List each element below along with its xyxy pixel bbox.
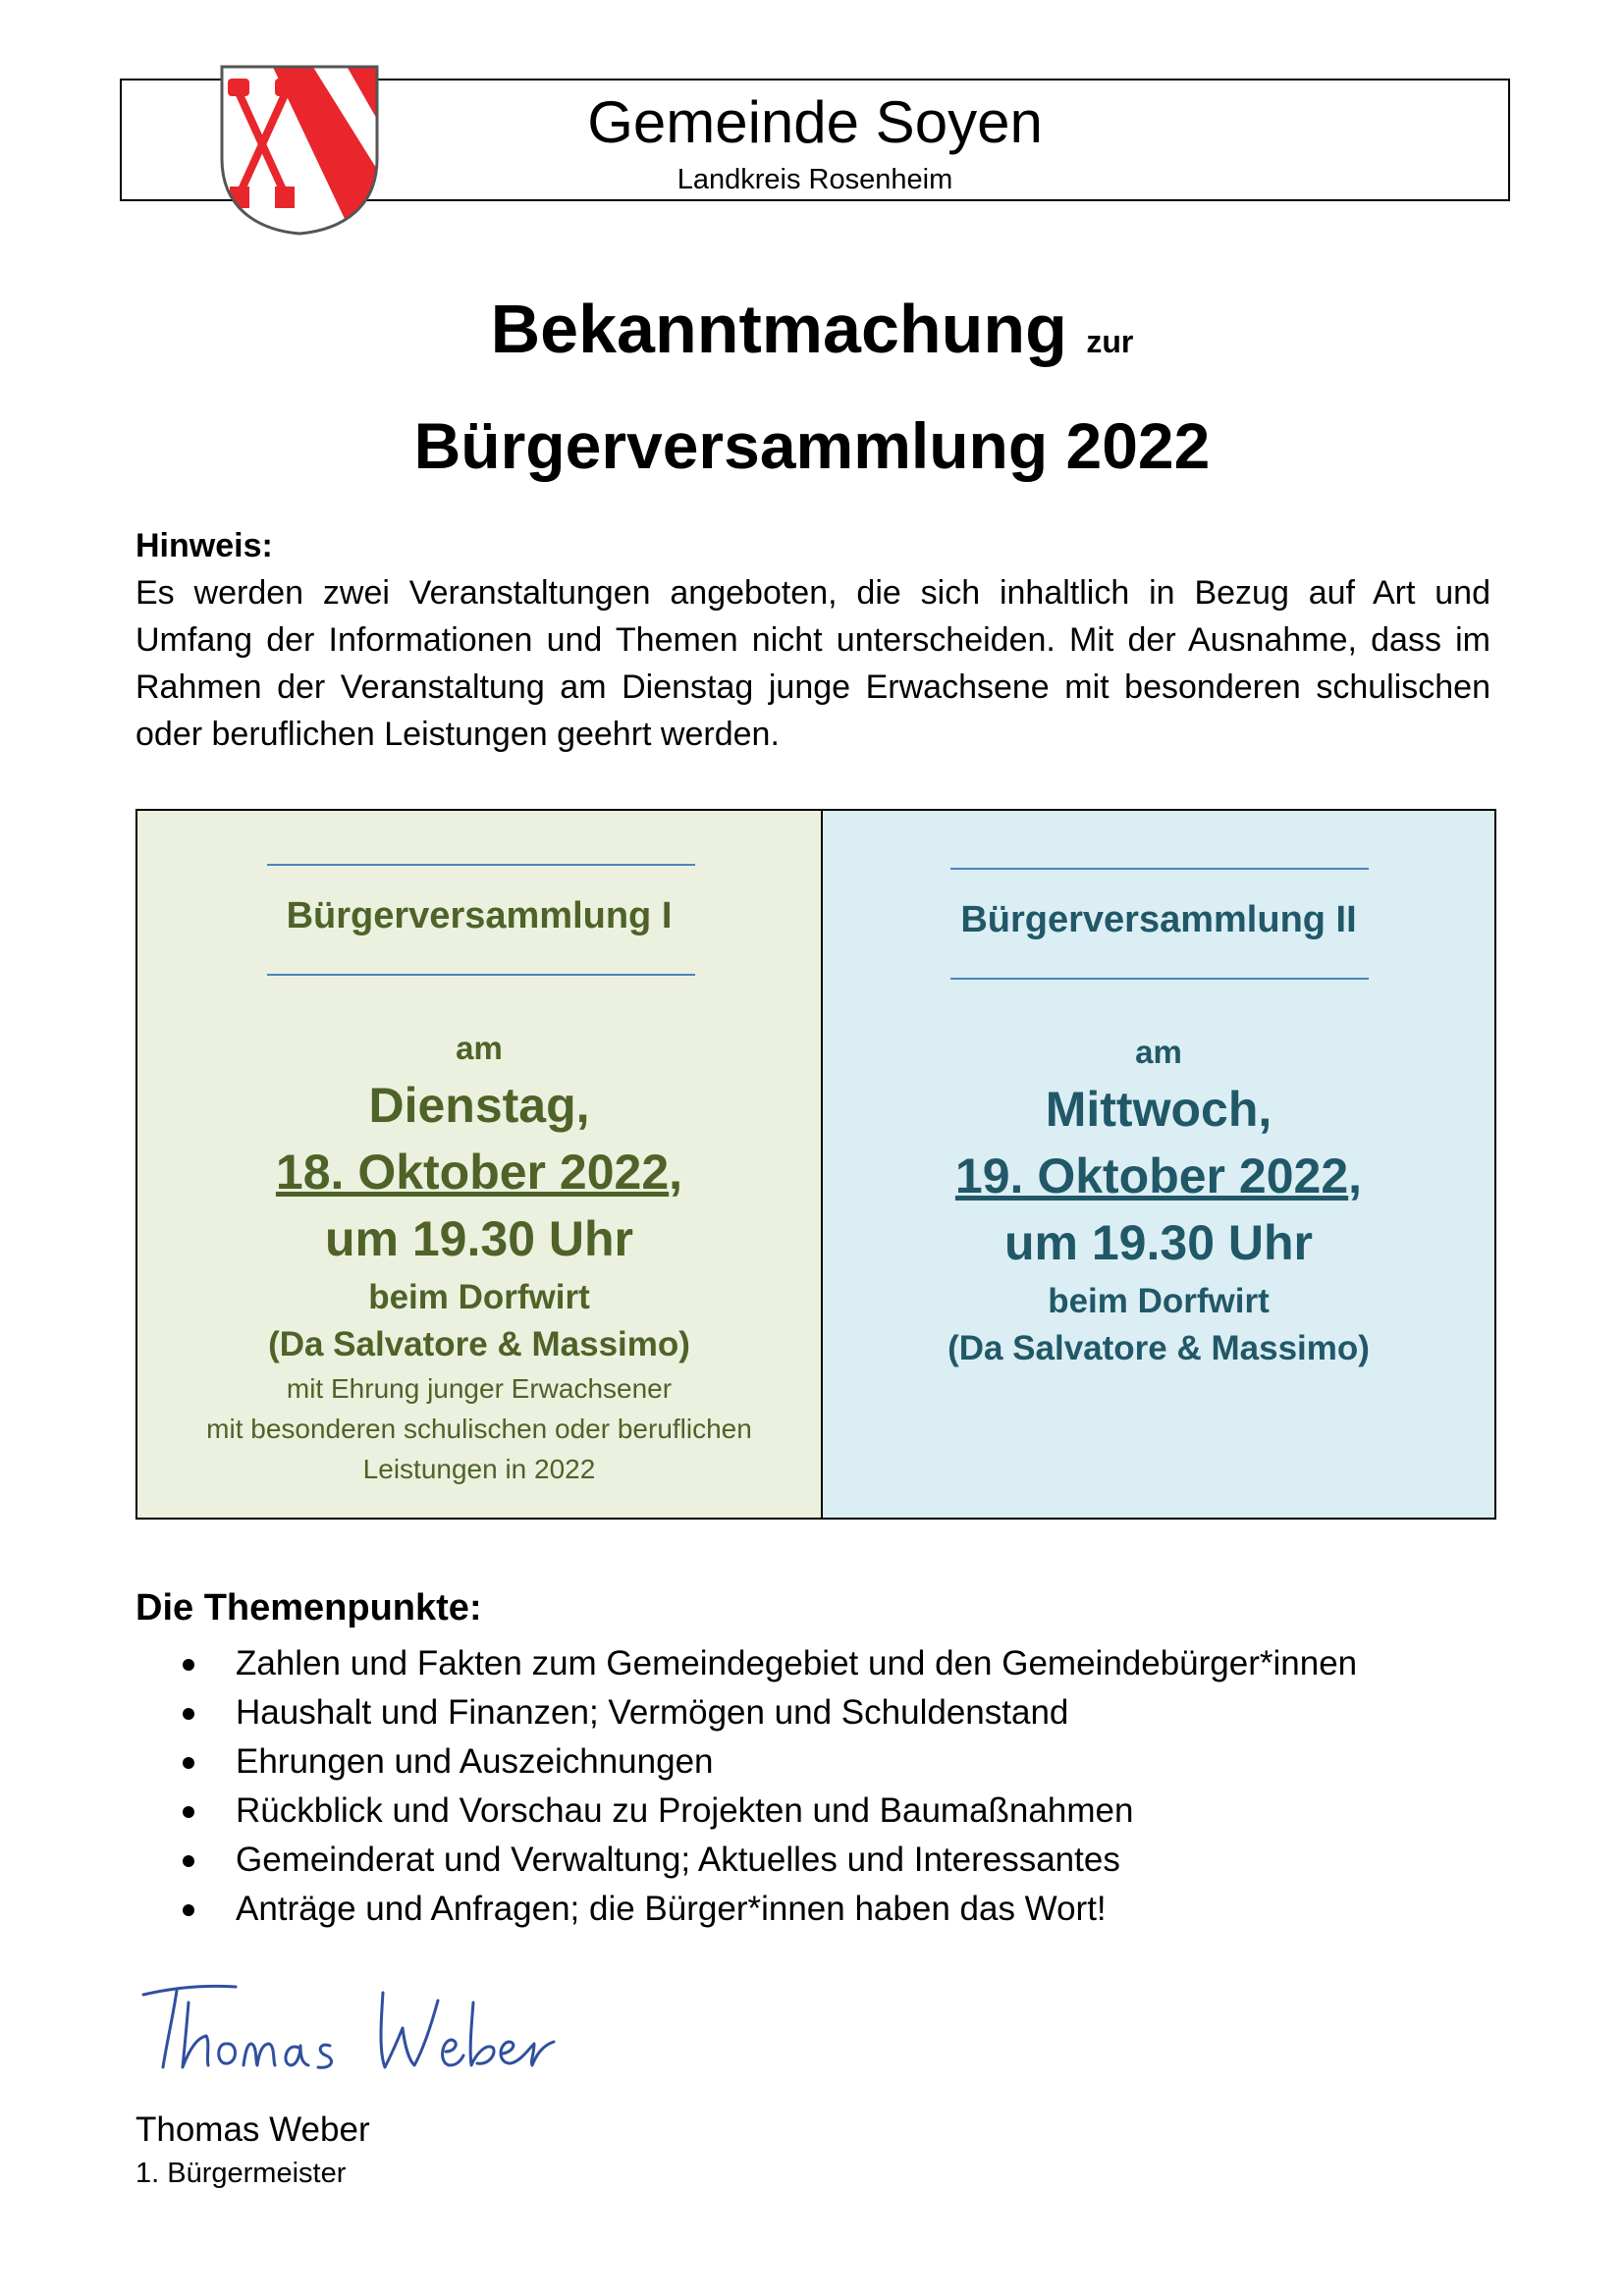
- announcement-title-small: zur: [1086, 324, 1134, 359]
- event-1-note-1: mit Ehrung junger Erwachsener: [286, 1373, 673, 1404]
- event-1-note-3: Leistungen in 2022: [362, 1454, 596, 1484]
- event-2-date-suffix: ,: [1348, 1148, 1363, 1203]
- list-item: [177, 1836, 1357, 1885]
- rule-bottom: [950, 978, 1369, 980]
- event-card-1: [137, 811, 823, 1518]
- org-subtitle: Landkreis Rosenheim: [677, 164, 953, 195]
- announcement-title-main: Bekanntmachung: [490, 291, 1067, 367]
- event-2-weekday: Mittwoch,: [1045, 1082, 1272, 1137]
- event-2-date-value: 19. Oktober 2022: [954, 1148, 1349, 1203]
- bullet-icon: [183, 1904, 194, 1916]
- event-1-venue: beim Dorfwirt: [368, 1278, 590, 1316]
- rule-top: [267, 864, 695, 866]
- bullet-icon: [183, 1659, 194, 1671]
- topics-heading: Die Themenpunkte:: [135, 1587, 482, 1629]
- event-1-date-suffix: ,: [669, 1145, 683, 1200]
- topic-text: Gemeinderat und Verwaltung; Aktuelles und Interessantes: [236, 1841, 1120, 1879]
- event-1-am: am: [456, 1030, 503, 1066]
- announcement-title: [0, 288, 1624, 383]
- signature-image: [137, 1973, 569, 2081]
- bullet-icon: [183, 1708, 194, 1720]
- event-1-title: Bürgerversammlung I: [286, 895, 673, 936]
- event-1-venue-detail: (Da Salvatore & Massimo): [268, 1325, 690, 1363]
- event-2-am: am: [1135, 1034, 1182, 1070]
- signer-role: 1. Bürgermeister: [135, 2158, 347, 2189]
- rule-top: [950, 868, 1369, 870]
- bullet-icon: [183, 1806, 194, 1818]
- event-1-date: [137, 1139, 821, 1205]
- event-title: Bürgerversammlung 2022: [413, 409, 1211, 482]
- topic-text: Rückblick und Vorschau zu Projekten und Baumaßnahmen: [236, 1791, 1134, 1830]
- org-name: Gemeinde Soyen: [587, 89, 1043, 155]
- topic-text: Zahlen und Fakten zum Gemeindegebiet und den Gemeindebürger*innen: [236, 1644, 1358, 1682]
- topic-text: Anträge und Anfragen; die Bürger*innen haben das Wort!: [236, 1890, 1107, 1928]
- list-item: [177, 1688, 1357, 1737]
- list-item: [177, 1787, 1357, 1836]
- coat-of-arms-icon: [216, 61, 383, 238]
- event-1-note-2: mit besonderen schulischen oder beruflichen: [206, 1414, 752, 1444]
- bullet-icon: [183, 1757, 194, 1769]
- event-1-date-value: 18. Oktober 2022: [275, 1145, 670, 1200]
- events-table: [135, 809, 1496, 1520]
- event-2-venue-detail: (Da Salvatore & Massimo): [947, 1329, 1370, 1367]
- event-2-date: [823, 1143, 1494, 1209]
- list-item: [177, 1885, 1357, 1934]
- topic-text: Haushalt und Finanzen; Vermögen und Schuldenstand: [236, 1693, 1069, 1732]
- topic-text: Ehrungen und Auszeichnungen: [236, 1742, 714, 1781]
- hint-heading: Hinweis:: [135, 527, 273, 564]
- signer-name: Thomas Weber: [135, 2110, 370, 2149]
- bullet-icon: [183, 1855, 194, 1867]
- event-2-time: um 19.30 Uhr: [1003, 1215, 1313, 1270]
- event-2-title: Bürgerversammlung II: [960, 899, 1357, 940]
- list-item: [177, 1639, 1357, 1688]
- hint-text: Es werden zwei Veranstaltungen angeboten, die sich inhaltlich in Bezug auf Art und Umfang der Informationen und Themen nicht unterscheiden. Mit der Ausnahme, dass im Rahmen der Veranstaltung am Dienstag junge Erwachsene mit besonderen schulischen oder beruflichen Leistungen geehrt werden.: [135, 574, 1490, 753]
- topics-list: [177, 1639, 1357, 1934]
- event-2-venue: beim Dorfwirt: [1048, 1282, 1270, 1320]
- list-item: [177, 1737, 1357, 1787]
- event-card-2: [823, 811, 1494, 1518]
- event-1-time: um 19.30 Uhr: [324, 1211, 633, 1266]
- rule-bottom: [267, 974, 695, 976]
- event-1-weekday: Dienstag,: [368, 1078, 590, 1133]
